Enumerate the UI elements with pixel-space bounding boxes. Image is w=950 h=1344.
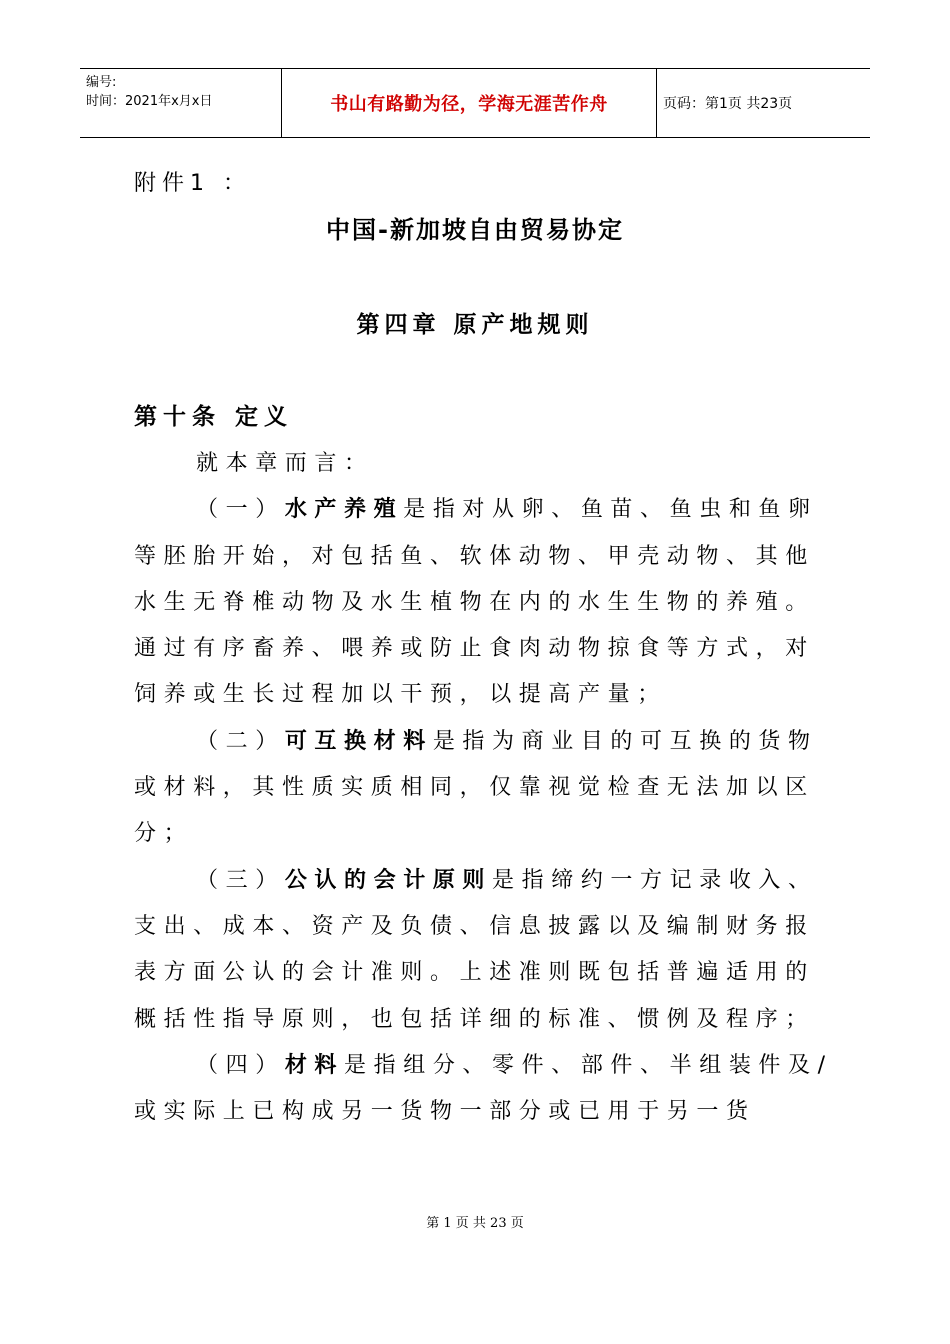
article-heading: 第十条 定义 [134, 404, 294, 430]
definition-paragraph [134, 487, 834, 718]
intro-paragraph: 就本章而言： [196, 451, 374, 476]
definition-paragraph [134, 1043, 834, 1136]
item-number: （四） [196, 1052, 285, 1078]
defined-term: 可互换材料 [284, 728, 433, 754]
page-footer: 第 1 页 共 23 页 [426, 1216, 524, 1231]
document-title: 中国-新加坡自由贸易协定 [326, 216, 624, 244]
attachment-label: 附件1 ： [134, 171, 251, 196]
defined-term: 材料 [284, 1052, 345, 1078]
definition-text: 是指组分、零件、部件、半组装件及/或实际上已构成另一货物一部分或已用于另一货 [134, 1052, 833, 1125]
header-page-info: 页码：第1页 共23页 [663, 96, 793, 112]
header-motto: 书山有路勤为径，学海无涯苦作舟 [330, 94, 608, 115]
header-meta [80, 69, 282, 137]
item-number: （一） [196, 497, 285, 523]
doc-number-label: 编号: [86, 75, 117, 90]
doc-time-label: 时间：2021年x月x日 [86, 94, 213, 109]
definition-paragraph [134, 858, 834, 1043]
definition-text: 是指对从卵、鱼苗、鱼虫和鱼卵等胚胎开始，对包括鱼、软体动物、甲壳动物、其他水生无脊椎动物及水生植物在内的水生生物的养殖。通过有序畜养、喂养或防止食肉动物掠食等方式，对饲养或生长过程加以干预，以提高产量； [134, 497, 818, 708]
definition-text: 是指为商业目的可互换的货物或材料，其性质实质相同，仅靠视觉检查无法加以区分； [134, 728, 818, 847]
chapter-title: 第四章 原产地规则 [356, 312, 594, 338]
definition-paragraph [134, 719, 834, 858]
header-motto-cell [282, 69, 657, 137]
item-number: （二） [196, 728, 285, 754]
page-header [80, 68, 870, 138]
document-body [134, 441, 834, 1135]
defined-term: 水产养殖 [284, 497, 404, 523]
item-number: （三） [196, 867, 285, 893]
defined-term: 公认的会计原则 [284, 867, 493, 893]
definition-text: 是指缔约一方记录收入、支出、成本、资产及负债、信息披露以及编制财务报表方面公认的会计准则。上述准则既包括普遍适用的概括性指导原则，也包括详细的标准、惯例及程序； [134, 867, 818, 1032]
